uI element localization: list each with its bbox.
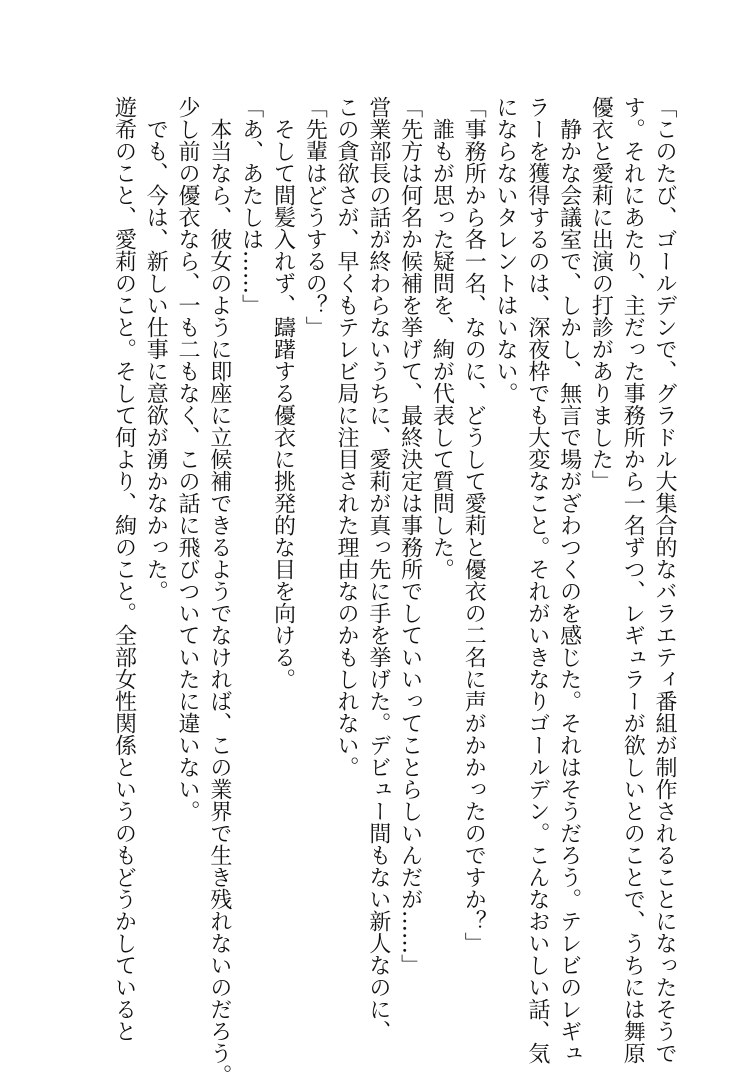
text-line: この貪欲さが、早くもテレビ局に注目された理由なのかもしれない。	[334, 96, 360, 778]
text-line: 「先方は何名か候補を挙げて、最終決定は事務所でしていいってことらしいんだが……」	[397, 96, 423, 976]
text-line: 営業部長の話が終わらないうちに、愛莉が真っ先に手を挙げた。デビュー間もない新人なのに、	[365, 96, 391, 1042]
text-line: 「先輩はどうするの？」	[302, 96, 328, 338]
text-line: 遊希のこと、愛莉のこと。そして何より、絢のこと。全部女性関係というのもどうかしていると	[111, 96, 137, 1042]
vertical-text-body	[108, 96, 680, 1086]
text-line: す。それにあたり、主だった事務所から一名ずつ、レギュラーが欲しいとのことで、うちには舞原	[620, 96, 646, 1064]
text-line: 少し前の優衣なら、一も二もなく、この話に飛びついていたに違いない。	[175, 96, 201, 822]
text-line: でも、今は、新しい仕事に意欲が湧かなかった。	[143, 118, 169, 602]
text-line: 本当なら、彼女のように即座に立候補できるようでなければ、この業界で生き残れないのだろう。	[206, 118, 232, 1086]
text-line: 「事務所から各一名、なのに、どうして愛莉と優衣の二名に声がかかったのですか？」	[461, 96, 487, 954]
text-line: 「あ、あたしは……」	[238, 96, 264, 316]
text-line: ラーを獲得するのは、深夜枠でも大変なこと。それがいきなりゴールデン。こんなおいしい話、気	[524, 96, 550, 1064]
text-line: 優衣と愛莉に出演の打診がありました」	[588, 96, 614, 492]
text-line: そして間髪入れず、躊躇する優衣に挑発的な目を向ける。	[270, 118, 296, 690]
text-line: 「このたび、ゴールデンで、グラドル大集合的なバラエティ番組が制作されることになったそうで	[652, 96, 677, 1064]
text-line: にならないタレントはいない。	[493, 96, 519, 404]
text-line: 誰もが思った疑問を、絢が代表して質問した。	[429, 118, 455, 580]
text-line: 静かな会議室で、しかし、無言で場がざわつくのを感じた。それはそうだろう。テレビのレギュ	[556, 118, 582, 1064]
